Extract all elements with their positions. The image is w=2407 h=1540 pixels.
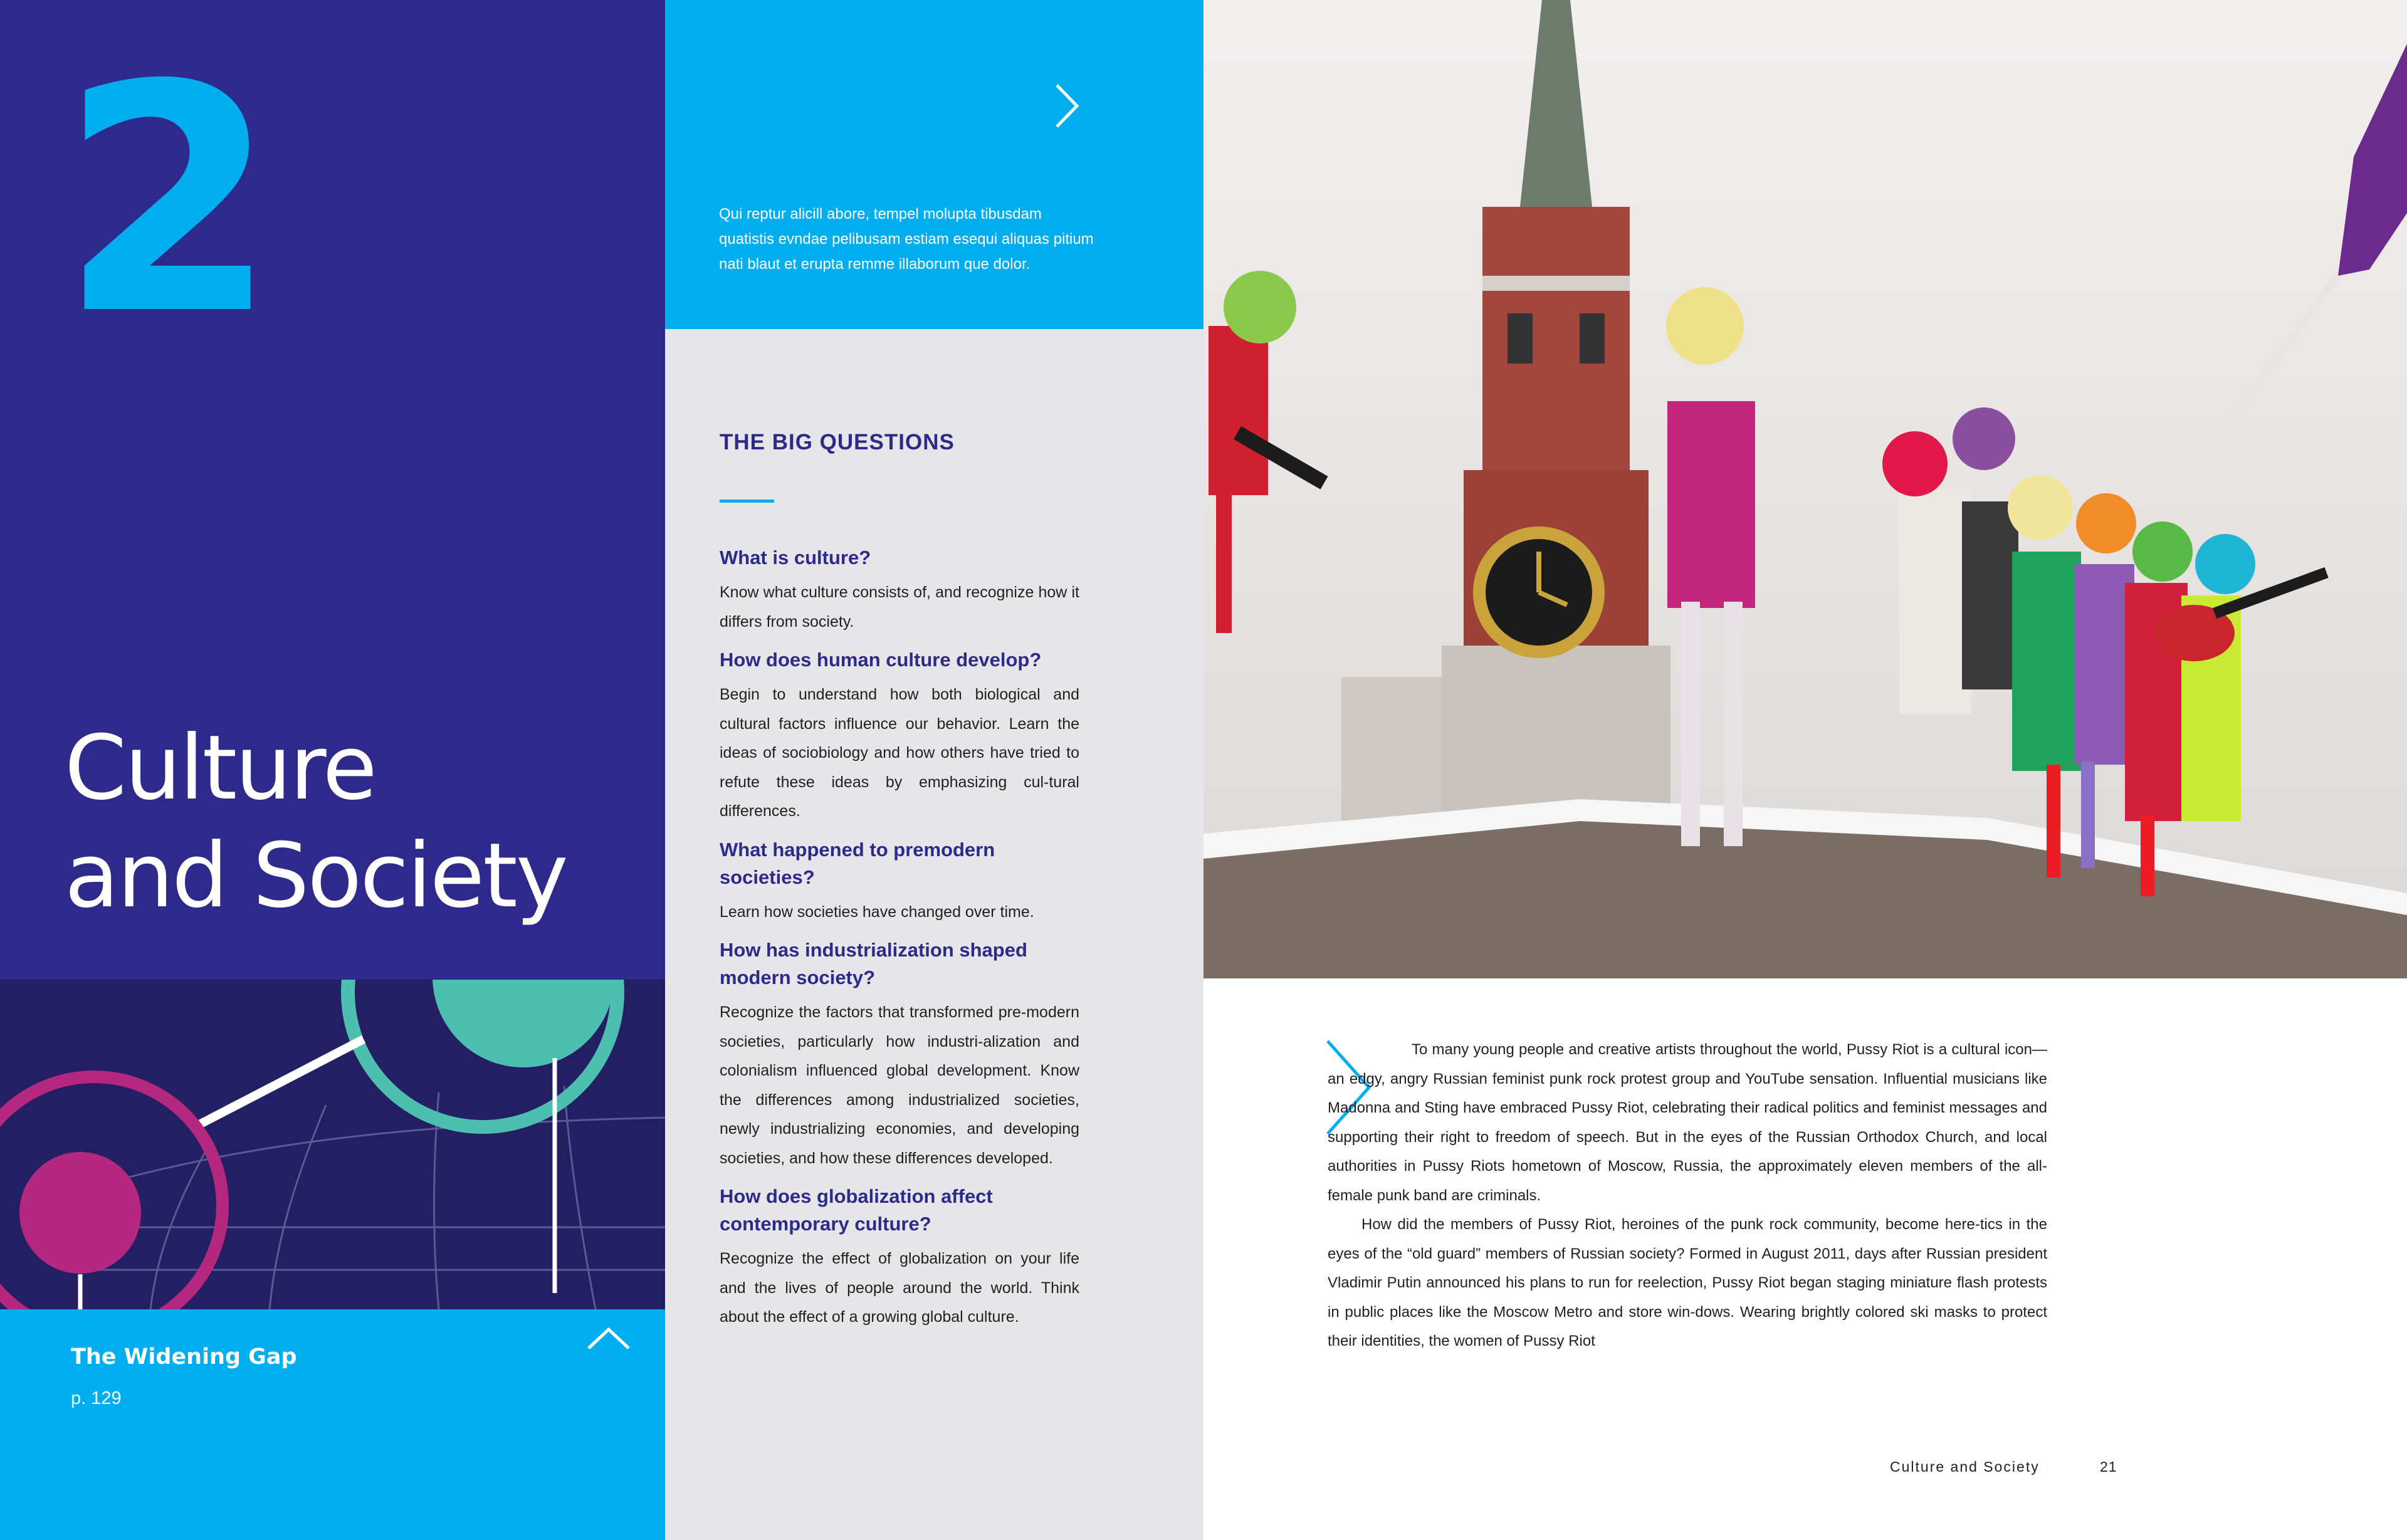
intro-panel [665,0,1204,329]
question-title: What is culture? [720,547,871,568]
page-number: 21 [2100,1459,2117,1475]
question-answer: Know what culture consists of, and recognize how it differs from society. [720,584,1079,631]
running-footer-title: Culture and Society [1890,1459,2040,1475]
big-questions-heading: THE BIG QUESTIONS [720,430,955,454]
question-answer: Recognize the effect of globalization on your life and the lives of people around the world. Think about the effect of a growing global culture. [720,1250,1079,1326]
chapter-number: 2 [60,18,271,383]
teal-disc [433,980,614,1067]
chapter-title-line1: Culture [65,716,375,820]
question-answer: Recognize the factors that transformed pre-modern societies, particularly how industri-alization and colonialism influenced global development. Know the differences among industrialized societies, newly industrializing economies, and developing societies, and how these differences developed. [720,1003,1079,1167]
question-item [720,836,1079,927]
decorative-graphic [0,980,665,1309]
question-item [720,646,1079,826]
protest-photo-illustration [1204,0,2407,978]
question-title: How has industrialization shaped modern society? [720,939,1027,988]
article-paragraph-1: To many young people and creative artists throughout the world, Pussy Riot is a cultural icon—an edgy, angry Russian feminist punk rock protest group and YouTube sensation. Influential musicians like Madonna and Sting have embraced Pussy Riot, celebrating their radical politics and feminist messages and supporting their right to freedom of speech. But in the eyes of the Russian Orthodox Church, and local authorities in Pussy Riots hometown of Moscow, Russia, the approximately eleven members of the all-female punk band are criminals. [1328,1041,2047,1204]
chevron-up-icon[interactable] [586,1326,631,1354]
related-link-title[interactable]: The Widening Gap [71,1344,297,1370]
feature-photo [1204,0,2407,978]
question-list [720,544,1079,1342]
article-paragraph [1328,1210,2047,1356]
article-body [1328,1035,2047,1356]
related-link-page: p. 129 [71,1388,122,1408]
question-title: What happened to premodern societies? [720,838,995,888]
question-item [720,544,1079,636]
question-answer: Learn how societies have changed over time. [720,903,1034,921]
intro-text: Qui reptur alicill abore, tempel molupta tibusdam quatistis evndae pelibusam estiam esequi aliquas pitium nati blaut et erupta remme illaborum que dolor. [719,206,1094,273]
question-title: How does human culture develop? [720,649,1042,671]
article-paragraph [1328,1035,2047,1210]
article-paragraph-2: How did the members of Pussy Riot, heroines of the punk rock community, become here-tics in the eyes of the “old guard” members of Russian society? Formed in August 2011, days after Russian president Vladimir Putin announced his plans to run for reelection, Pussy Riot began staging miniature flash protests in public places like the Moscow Metro and store win-dows. Wearing brightly colored ski masks to protect their identities, the women of Pussy Riot [1328,1216,2047,1349]
abstract-circles-graphic [0,980,665,1309]
magenta-disc [19,1152,141,1274]
question-item [720,1183,1079,1332]
question-item [720,936,1079,1173]
question-title: How does globalization affect contemporary culture? [720,1185,993,1235]
heading-rule [720,500,774,503]
question-answer: Begin to understand how both biological and cultural factors influence our behavior. Learn the ideas of sociobiology and how others have tried to refute these ideas by emphasizing cul-tural differences. [720,686,1079,820]
chevron-right-icon[interactable] [1053,81,1081,134]
chapter-title [65,715,629,930]
white-connector [201,1039,364,1124]
chapter-title-line2: and Society [65,824,567,928]
